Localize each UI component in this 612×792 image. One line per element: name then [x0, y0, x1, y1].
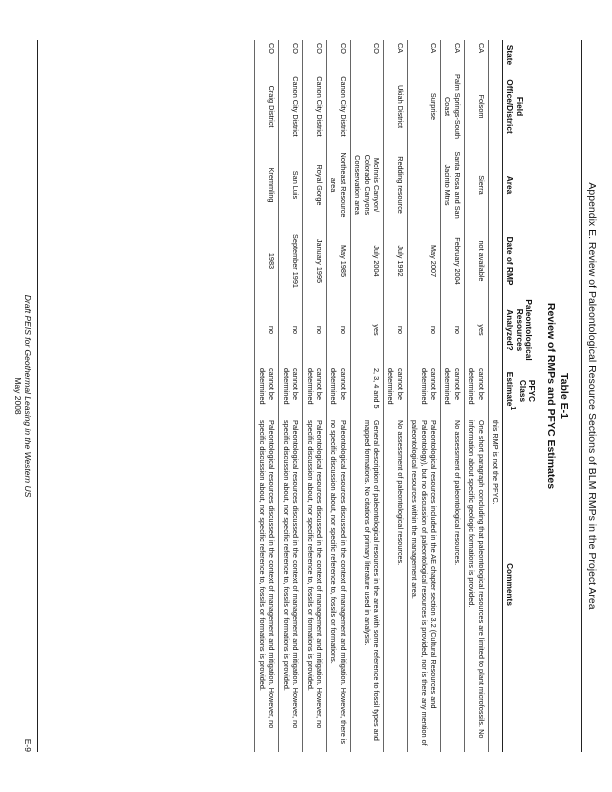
cell-office [350, 70, 383, 143]
footer-doc-title: Draft PEIS for Geothermal Leasing in the Western US [23, 294, 33, 498]
cell-state: CO [326, 40, 350, 70]
cell-pfyc: cannot be determined [383, 365, 407, 417]
cell-state: CA [464, 40, 488, 70]
cell-area: Redding resource [383, 143, 407, 227]
col-header-office: Field Office/District [503, 70, 538, 143]
col-header-area: Area [503, 143, 538, 227]
cell-area: Sierra [464, 143, 488, 227]
cell-date: not available [464, 227, 488, 295]
cell-comments: General description of paleontological resources in the area with some reference to fossil types and mapped formations. No citations of primary literature used in analysis. [350, 417, 383, 752]
cell-analyzed: yes [350, 295, 383, 365]
cell-area: Kremmling [255, 143, 279, 227]
cell-office: Canon City District [279, 70, 303, 143]
table-label: Table E-1 [558, 373, 570, 419]
table-header-row [503, 40, 538, 752]
cell-comments: this RMP is not the PFYC. [488, 417, 502, 752]
cell-comments: No assessment of paleontological resources. [440, 417, 464, 752]
cell-state: CO [279, 40, 303, 70]
cell-date: September 1991 [279, 227, 303, 295]
cell-comments: Paleontological resources discussed in the context of management and mitigation. However, no specific discussion about, nor specific reference to, fossils or formations is provided. [255, 417, 279, 752]
footer-rule [37, 40, 38, 752]
table-row [488, 40, 502, 752]
cell-pfyc: cannot be determined [279, 365, 303, 417]
col-header-date: Date of RMP [503, 227, 538, 295]
table-row [255, 40, 279, 752]
cell-state [488, 40, 502, 70]
cell-analyzed: no [255, 295, 279, 365]
cell-date [488, 227, 502, 295]
cell-area: Santa Rosa and San Jacinto Mtns [440, 143, 464, 227]
cell-area: Northeast Resource area [326, 143, 350, 227]
cell-analyzed: no [279, 295, 303, 365]
table-row [383, 40, 407, 752]
table-row [407, 40, 440, 752]
cell-date: May 1985 [326, 227, 350, 295]
table-row [303, 40, 327, 752]
cell-pfyc: 2, 3, 4 and 5 [350, 365, 383, 417]
table-row [326, 40, 350, 752]
cell-state: CA [407, 40, 440, 70]
cell-comments: One short paragraph concluding that paleontological resources are limited to plant microfossils. No information about specific geologic formations is provided. [464, 417, 488, 752]
table-body [255, 40, 503, 752]
cell-pfyc: cannot be determined [303, 365, 327, 417]
table-row [440, 40, 464, 752]
cell-analyzed: no [407, 295, 440, 365]
cell-date: February 2004 [440, 227, 464, 295]
cell-state: CO [350, 40, 383, 70]
cell-date: July 1992 [383, 227, 407, 295]
cell-comments: No assessment of paleontological resources. [383, 417, 407, 752]
cell-state: CA [383, 40, 407, 70]
cell-office [488, 70, 502, 143]
table-caption [544, 40, 570, 752]
running-header: Appendix E. Review of Paleontological Resource Sections of BLM RMPs in the Project Area [586, 182, 598, 610]
cell-state: CO [255, 40, 279, 70]
running-footer [13, 40, 33, 752]
cell-office: Canon City District [326, 70, 350, 143]
cell-area [488, 143, 502, 227]
cell-area: San Luis [279, 143, 303, 227]
cell-date: January 1995 [303, 227, 327, 295]
cell-comments: Paleontological resources discussed in the context of management and mitigation. However, no specific discussion about, nor specific reference to, fossils or formations is provided. [279, 417, 303, 752]
cell-pfyc: cannot be determined [326, 365, 350, 417]
cell-comments: Paleontological resources included in the AE chapter section 3.2 (Cultural Resources and Paleontology), but no discussion of paleontological resources is provided, nor is there any mention of paleontological resources within the management area. [407, 417, 440, 752]
cell-pfyc: cannot be determined [255, 365, 279, 417]
cell-analyzed: no [383, 295, 407, 365]
page-number: E-9 [23, 738, 33, 752]
cell-area: Royal Gorge [303, 143, 327, 227]
table-row [279, 40, 303, 752]
table-row [464, 40, 488, 752]
cell-pfyc: cannot be determined [464, 365, 488, 417]
col-header-pfyc [503, 365, 538, 417]
header-rule [581, 40, 582, 752]
cell-office: Palm Springs-South Coast [440, 70, 464, 143]
cell-pfyc [488, 365, 502, 417]
cell-office: Folsom [464, 70, 488, 143]
cell-date: May 2007 [407, 227, 440, 295]
cell-analyzed: yes [464, 295, 488, 365]
table-title: Review of RMPs and PFYC Estimates [545, 302, 557, 490]
table-row [350, 40, 383, 752]
footer-date: May 2008 [13, 377, 23, 415]
cell-office: Ukiah District [383, 70, 407, 143]
cell-area [407, 143, 440, 227]
cell-comments: Paleontological resources discussed in the context of management and mitigation. However, no specific discussion about, nor specific reference to, fossils or formations is provided. [303, 417, 327, 752]
cell-analyzed [488, 295, 502, 365]
col-header-analyzed: Paleontological Resources Analyzed? [503, 295, 538, 365]
cell-office: Surprise [407, 70, 440, 143]
cell-comments: Paleontological resources discussed in the context of management and mitigation. However, there is no specific discussion about, nor specific reference to, fossils or formations. [326, 417, 350, 752]
col-header-comments: Comments [503, 417, 538, 752]
cell-analyzed: no [303, 295, 327, 365]
footnote-marker: 1 [509, 406, 517, 411]
cell-office: Craig District [255, 70, 279, 143]
rmp-review-table [254, 40, 538, 752]
cell-area: McInnis Canyon/ Colorado Canyons Conservation area [350, 143, 383, 227]
col-header-state: State [503, 40, 538, 70]
cell-analyzed: no [326, 295, 350, 365]
cell-pfyc: cannot be determined [407, 365, 440, 417]
cell-state: CO [303, 40, 327, 70]
col-header-pfyc-text: PFYC Class Estimate [505, 371, 537, 407]
cell-date: July 2004 [350, 227, 383, 295]
cell-date: 1983 [255, 227, 279, 295]
cell-analyzed: no [440, 295, 464, 365]
cell-office: Canon City District [303, 70, 327, 143]
cell-state: CA [440, 40, 464, 70]
cell-pfyc: cannot be determined [440, 365, 464, 417]
